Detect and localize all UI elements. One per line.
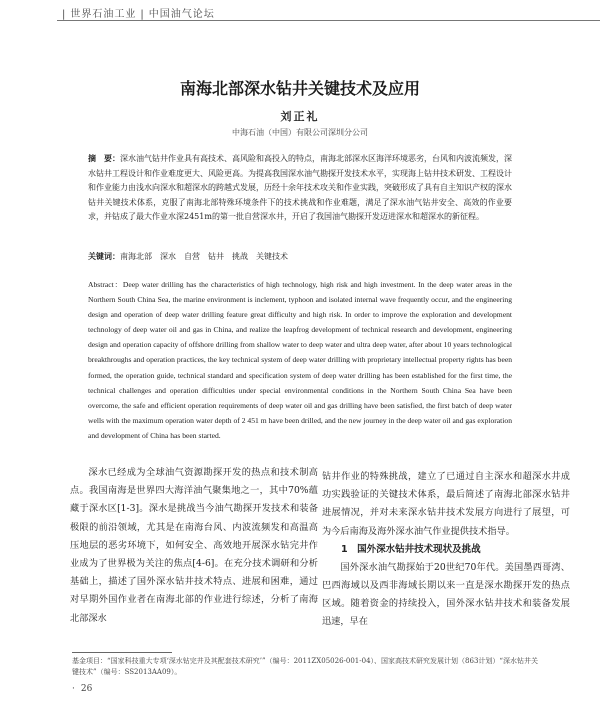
intro-paragraph-continued: 钻井作业的特殊挑战，建立了已通过自主深水和超深水井成功实践验证的关键技术体系，最后简述了南海北部深水钻井进展情况，并对未来深水钻井技术发展方向进行了展望，可为今后南海及海外深水油气作业提供技术指导。 xyxy=(322,471,570,537)
footnote: 基金项目：“国家科技重大专项‘深水钻完井及其配套技术研究’”（编号：2011ZX05026-001-04）、国家高技术研究发展计划（863计划）“深水钻井关键技术”（编号：SS2013AA09）。 xyxy=(72,657,538,676)
abstract-text: 深水油气钻井作业具有高技术、高风险和高投入的特点，南海北部深水区海洋环境恶劣，台风和内波流频发，深水钻井工程设计和作业难度更大、风险更高。为提高我国深水油气勘探开发技术水平，实现海上钻井技术研发、工程设计和作业能力由浅水向深水和超深水的跨越式发展，历经十余年技术攻关和作业实践，突破形成了具有自主知识产权的深水钻井关键技术体系，克服了南海北部特殊环境条件下的技术挑战和作业难题，满足了深水油气钻井安全、高效的作业要求，并钻成了最大作业水深2451m的第一批自营深水井，开启了我国油气勘探开发迈进深水和超深水的新征程。 xyxy=(88,154,512,221)
body-column-right xyxy=(322,468,570,632)
intro-paragraph: 深水已经成为全球油气资源勘探开发的热点和技术制高点。我国南海是世界四大海洋油气聚集地之一，其中70%蕴藏于深水区[1-3]。深水是挑战当今油气勘探开发技术和装备极限的前沿领域，尤其是在南海台风、内波流频发和高温高压地层的恶劣环境下，如何安全、高效地开展深水钻完井作业成为了世界极为关注的焦点[4-6]。在充分技术调研和分析基础上，描述了国外深水钻井技术特点、进展和困难，通过对早期外国作业者在南海北部的作业进行综述，分析了南海北部深水 xyxy=(70,467,318,624)
header-rule xyxy=(57,20,600,21)
chinese-abstract xyxy=(88,152,512,225)
article-author: 刘正礼 xyxy=(280,110,320,123)
author-affiliation: 中海石油（中国）有限公司深圳分公司 xyxy=(232,128,368,137)
english-abstract xyxy=(88,277,512,443)
journal-name: 世界石油工业 xyxy=(70,9,137,20)
body-column-left xyxy=(70,464,318,628)
article-title: 南海北部深水钻井关键技术及应用 xyxy=(179,79,420,98)
english-abstract-text: Deep water drilling has the characteristics of high technology, high risk and high investment. In the deep water areas in the Northern South China Sea, the marine environment is inclement, typhoon and isolated internal wave frequently occur, and the engineering design and operation of deep water drilling feature great difficulty and high risk. In order to improve the exploration and development technology of deep water oil and gas in China, and realize the leapfrog development of technical research and development, engineering design and operation capacity of offshore drilling from shallow water to deep water and ultra deep water, after about 10 years technological breakthroughs and operation practices, the key technical system of deep water drilling with proprietary intellectual property rights has been formed, the operation guide, technical standard and specification system of deep water drilling has been established for the first time, the technical challenges and operation difficulties under special environmental conditions in the Northern South China Sea have been overcome, the safe and efficient operation requirements of deep water oil and gas drilling have been satisfied, the first batch of deep water wells with the maximum operation water depth of 2 451 m have been drilled, and the new journey in the deep water oil and gas exploration and development of China has been started. xyxy=(88,280,512,440)
section-paragraph: 国外深水油气勘探始于20世纪70年代。美国墨西哥湾、巴西海域以及西非海域长期以来一直是深水勘探开发的热点区域。随着资金的持续投入，国外深水钻井技术和装备发展迅速，早在 xyxy=(322,561,570,628)
page-number: · 26 xyxy=(72,684,93,694)
column-name: 中国油气论坛 xyxy=(148,9,215,20)
keywords xyxy=(88,251,512,263)
section-heading: 1 国外深水钻井技术现状及挑战 xyxy=(341,543,481,555)
abstract-label: 摘 要： xyxy=(88,154,120,163)
keywords-text: 南海北部 深水 自营 钻井 挑战 关键技术 xyxy=(120,252,288,261)
running-header: | 世界石油工业 | 中国油气论坛 xyxy=(62,9,215,20)
footnote-rule xyxy=(72,652,172,653)
keywords-label: 关键词： xyxy=(88,252,120,261)
english-abstract-label: Abstract： xyxy=(88,280,123,289)
